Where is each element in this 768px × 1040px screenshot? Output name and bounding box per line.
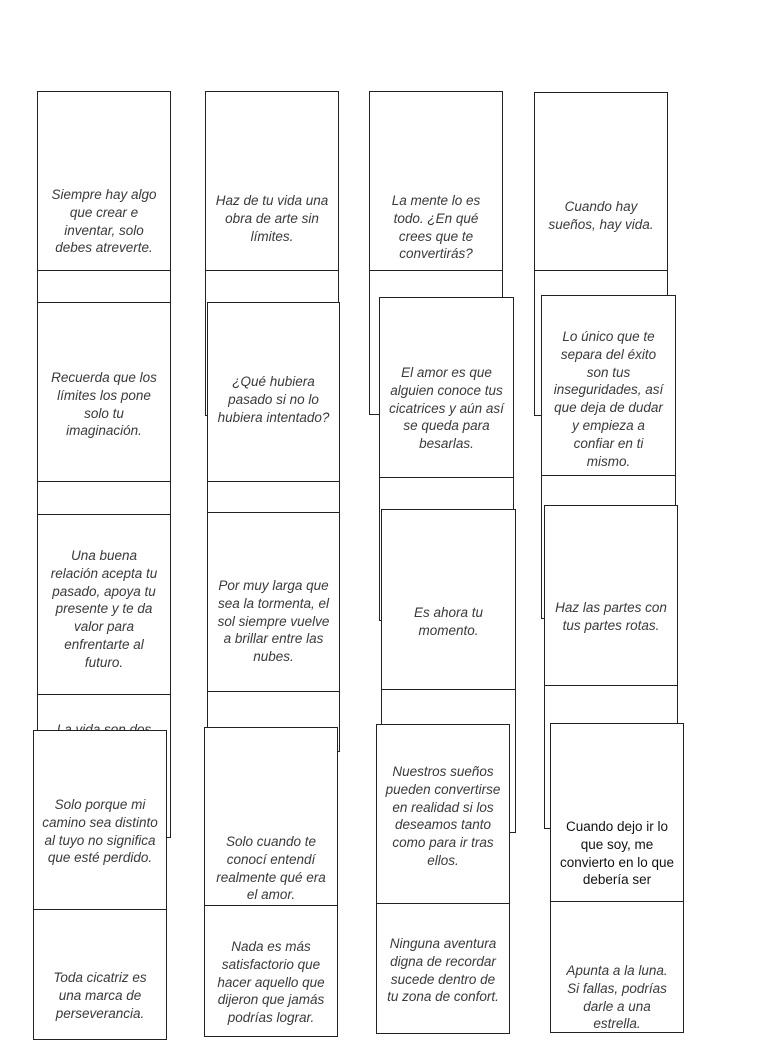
card-divider [551,901,683,902]
quote-card [204,727,338,1037]
quote-card [550,723,684,1033]
quote-text: ¿Qué hubiera pasado si no lo hubiera intentado? [217,374,330,425]
card-divider [205,905,337,906]
quote-text: Haz de tu vida una obra de arte sin límites. [215,193,329,244]
card-divider [370,270,502,271]
card-divider [34,909,166,910]
card-divider [535,270,667,271]
quote-card [33,730,167,1040]
quote-text: Lo único que te separa del éxito son tus inseguridades, así que deja de dudar y empieza a confiar en ti mismo. [553,329,664,469]
quote-text: Solo porque mi camino sea distinto al tuyo no significa que esté perdido. [42,797,158,866]
quote-text: Es ahora tu momento. [413,605,484,638]
card-divider [380,477,513,478]
quote-text: El amor es que alguien conoce tus cicatrices y aún así se queda para besarlas. [389,365,504,452]
quote-text: Ninguna aventura digna de recordar sucede dentro de tu zona de confort. [387,936,499,1005]
quote-text: Toda cicatriz es una marca de perseverancia. [53,970,147,1021]
quote-text: Apunta a la luna. Si fallas, podrías darle a una estrella. [566,963,668,1032]
quote-card [207,512,340,752]
quote-text: Solo cuando te conocí entendí realmente qué era el amor. [216,834,326,903]
quote-text: Nuestros sueños pueden convertirse en realidad si los deseamos tanto como para ir tras ellos. [385,764,501,868]
card-divider [206,270,338,271]
card-divider [208,481,339,482]
quote-card [376,724,510,1034]
quote-text: Haz las partes con tus partes rotas. [555,600,667,633]
card-divider [38,694,170,695]
card-divider [382,689,515,690]
quote-card [37,302,171,542]
quote-text: Cuando hay sueños, hay vida. [548,199,654,232]
quote-text: Una buena relación acepta tu pasado, apoya tu presente y te da valor para enfrentarte al futuro. [50,548,158,670]
quote-text: Por muy larga que sea la tormenta, el sol siempre vuelve a brillar entre las nubes. [217,578,330,665]
card-divider [377,903,509,904]
card-divider [38,270,170,271]
card-divider [542,475,675,476]
quote-card [37,91,171,323]
card-divider [208,691,339,692]
quote-text: Siempre hay algo que crear e inventar, solo debes atreverte. [51,187,157,256]
quote-text: Nada es más satisfactorio que hacer aquello que dijeron que jamás podrías lograr. [217,939,325,1026]
quote-text: Recuerda que los límites los pone solo tu imaginación. [51,370,157,439]
quote-text: Cuando dejo ir lo que soy, me convierto en lo que debería ser [559,819,675,888]
card-divider [545,685,677,686]
card-divider [38,481,170,482]
quote-text: La mente lo es todo. ¿En qué crees que te convertirás? [391,193,481,262]
